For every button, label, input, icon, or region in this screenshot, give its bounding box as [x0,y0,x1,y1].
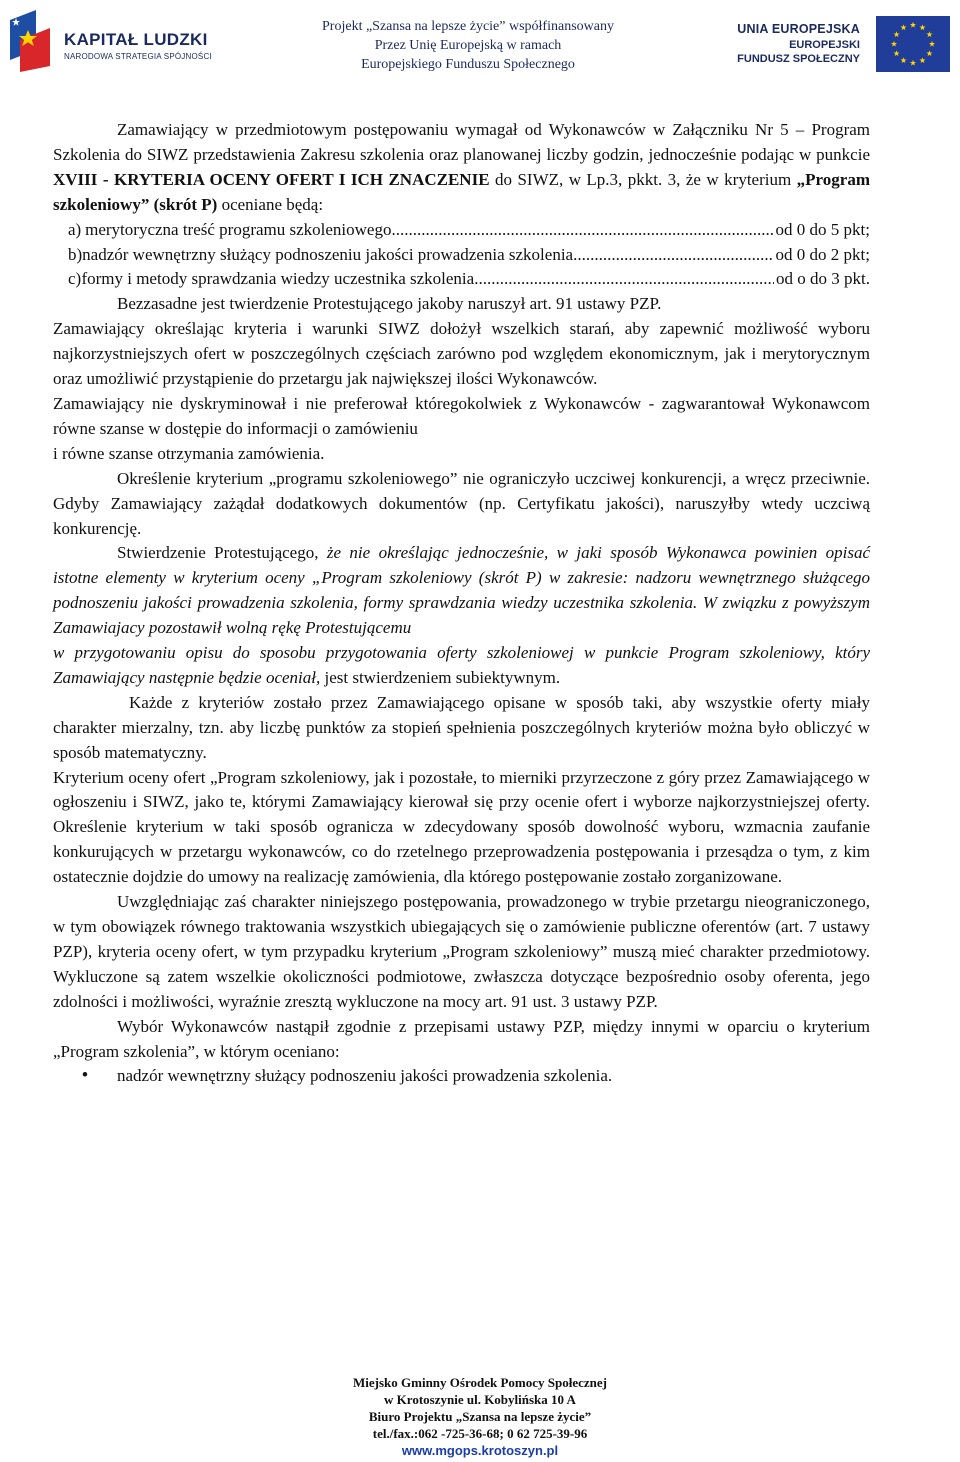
intro-paragraph [53,118,870,218]
statement-quote-2: w przygotowaniu opisu do sposobu przygotowania oferty szkoleniowej w punkcie Program szkoleniowy, który Zamawiający następnie będzie oceniał, [53,643,870,687]
criteria-letter: a) [68,219,82,239]
criteria-leader-dots [474,267,774,292]
criteria-letter: b) [68,244,83,264]
paragraph-program-criterion: Określenie kryterium „programu szkoleniowego” nie ograniczyło uczciwej konkurencji, a wręcz przeciwnie. Gdyby Zamawiający zażądał dodatkowych dokumentów (np. Certyfikatu jakości), naruszyłby wtedy uczciwą konkurencję. [53,468,870,538]
intro-text-3: oceniane będą: [217,194,324,214]
eu-logo-line1: UNIA EUROPEJSKA [737,22,860,36]
page-header [0,0,960,90]
kapital-ludzki-title: KAPITAŁ LUDZKI [64,30,208,49]
paragraph-protester-statement-cont [53,641,870,691]
bullet-list-item [53,1064,870,1089]
eu-flag-icon [876,16,950,72]
criteria-points: od o do 3 pkt. [776,269,870,289]
intro-text-2: do SIWZ, w Lp.3, pkkt. 3, że w kryterium [489,169,797,189]
eu-logo-line2: EUROPEJSKI [789,39,860,51]
paragraph-measurable-criteria: Każde z kryteriów zostało przez Zamawiającego opisane w sposób taki, aby wszystkie oferty miały charakter mierzalny, tzn. aby liczbę punktów za stopień spełnienia poszczególnych kryteriów można było obliczyć w sposób matematyczny. [53,692,870,762]
criteria-item [53,218,870,243]
intro-text-1: Zamawiający w przedmiotowym postępowaniu wymagał od Wykonawców w Załączniku Nr 5 – Program Szkolenia do SIWZ przedstawienia Zakresu szkolenia oraz planowanej liczby godzin, jednocześnie podając w punkcie [53,120,870,164]
criteria-item [53,267,870,292]
paragraph-siwz-criteria: Zamawiający określając kryteria i warunki SIWZ dołożył wszelkich starań, aby zapewnić możliwość wyboru najkorzystniejszych ofert w poszczególnych częściach zarówno pod względem ekonomicznym, jak i merytorycznym oraz umożliwić przystąpienie do przetargu jak największej ilości Wykonawców. [53,319,870,389]
paragraph-art91: Bezzasadne jest twierdzenie Protestującego jakoby naruszył art. 91 ustawy PZP. [117,294,662,314]
eu-logo [730,14,952,76]
statement-quote-1: że nie określając jednocześnie, w jaki sposób Wykonawca powinien opisać istotne elementy w kryterium oceny „Program szkoleniowy (skrót P) w zakresie: nadzoru wewnętrznego służącego podnoszeniu jakości prowadzenia szkolenia, formy sprawdzania wiedzy uczestnika szkolenia. W związku z powyższym Zamawiajacy pozostawił wolną rękę Protestującemu [53,543,871,638]
project-info-line: Europejskiego Funduszu Społecznego [361,57,575,72]
criteria-item [53,243,870,268]
criteria-leader-dots [391,218,773,243]
bullet-icon: • [81,1065,89,1087]
criteria-leader-dots [573,243,773,268]
footer-line: Miejsko Gminny Ośrodek Pomocy Społecznej [353,1375,607,1390]
bullet-text: nadzór wewnętrzny służący podnoszeniu jakości prowadzenia szkolenia. [117,1066,613,1086]
paragraph-protester-statement [53,541,870,641]
project-info-line: Projekt „Szansa na lepsze życie” współfinansowany [322,19,614,34]
paragraph-contractor-selection: Wybór Wykonawców nastąpił zgodnie z przepisami ustawy PZP, między innymi w oparciu o kryterium „Program szkolenia”, w którym oceniano: [53,1016,870,1061]
criteria-description: formy i metody sprawdzania wiedzy uczestnika szkolenia [81,269,475,289]
paragraph-no-discrimination: Zamawiający nie dyskryminował i nie preferował któregokolwiek z Wykonawców - zagwarantował Wykonawcom równe szanse w dostępie do informacji o zamówieniu [53,393,870,438]
project-info [296,17,640,74]
eu-logo-line3: FUNDUSZ SPOŁECZNY [737,53,860,65]
criteria-points: od 0 do 5 pkt; [775,219,870,239]
statement-text-2: jest stwierdzeniem subiektywnym. [320,667,561,687]
kapital-ludzki-emblem-icon [6,10,56,72]
criteria-description: nadzór wewnętrzny służący podnoszeniu jakości prowadzenia szkolenia [82,244,574,264]
document-body [53,118,870,1089]
intro-bold-1: XVIII - KRYTERIA OCENY OFERT I ICH ZNACZENIE [53,169,490,189]
page-footer [250,1374,710,1459]
footer-line: w Krotoszynie ul. Kobylińska 10 A [384,1392,576,1407]
paragraph-criteria-measures: Kryterium oceny ofert „Program szkoleniowy, jak i pozostałe, to mierniki przyrzeczone z góry przez Zamawiającego w ogłoszeniu i SIWZ, jako te, którymi Zamawiający kierował się przy ocenie ofert i wyborze najkorzystniejszej oferty. Określenie kryterium w taki sposób ogranicza w zdecydowany sposób dowolność wyboru, wzmacnia zaufanie konkurujących w przetargu wykonawców, co do rzetelnego przeprowadzenia postępowania i przesądza o tym, z kim ostatecznie dojdzie do umowy na realizację zamówienia, dla którego postępowanie zostało zorganizowane. [53,767,870,887]
project-info-line: Przez Unię Europejską w ramach [374,38,562,53]
intro-bold-2: „Program szkoleniowy” (skrót P) [53,169,870,214]
statement-text-1: Stwierdzenie Protestującego, [117,543,327,563]
footer-website-link[interactable]: www.mgops.krotoszyn.pl [401,1443,559,1458]
criteria-points: od 0 do 2 pkt; [775,244,870,264]
footer-line: tel./fax.:062 -725-36-68; 0 62 725-39-96 [372,1426,588,1441]
criteria-description: merytoryczna treść programu szkoleniowego [85,219,392,239]
footer-line: Biuro Projektu „Szansa na lepsze życie” [368,1409,592,1424]
paragraph-equal-chances: i równe szanse otrzymania zamówienia. [53,443,325,463]
kapital-ludzki-logo [6,10,221,80]
paragraph-unlimited-tender: Uwzględniając zaś charakter niniejszego postępowania, prowadzonego w trybie przetargu nieograniczonego, w tym obowiązek równego traktowania wszystkich ubiegających się o zamówienie publiczne oferentów (art. 7 ustawy PZP), kryteria oceny ofert, w tym przypadku kryterium „Program szkoleniowy” muszą mieć charakter przedmiotowy. Wykluczone są zatem wszelkie okoliczności podmiotowe, zwłaszcza dotyczące bezpośrednio osoby oferenta, jego zdolności i możliwości, wyraźnie zresztą wykluczone na mocy art. 91 ust. 3 ustawy PZP. [53,892,870,1011]
eu-logo-text [730,22,860,65]
kapital-ludzki-subtitle: NARODOWA STRATEGIA SPÓJNOŚCI [64,52,212,61]
criteria-letter: c) [68,269,82,289]
